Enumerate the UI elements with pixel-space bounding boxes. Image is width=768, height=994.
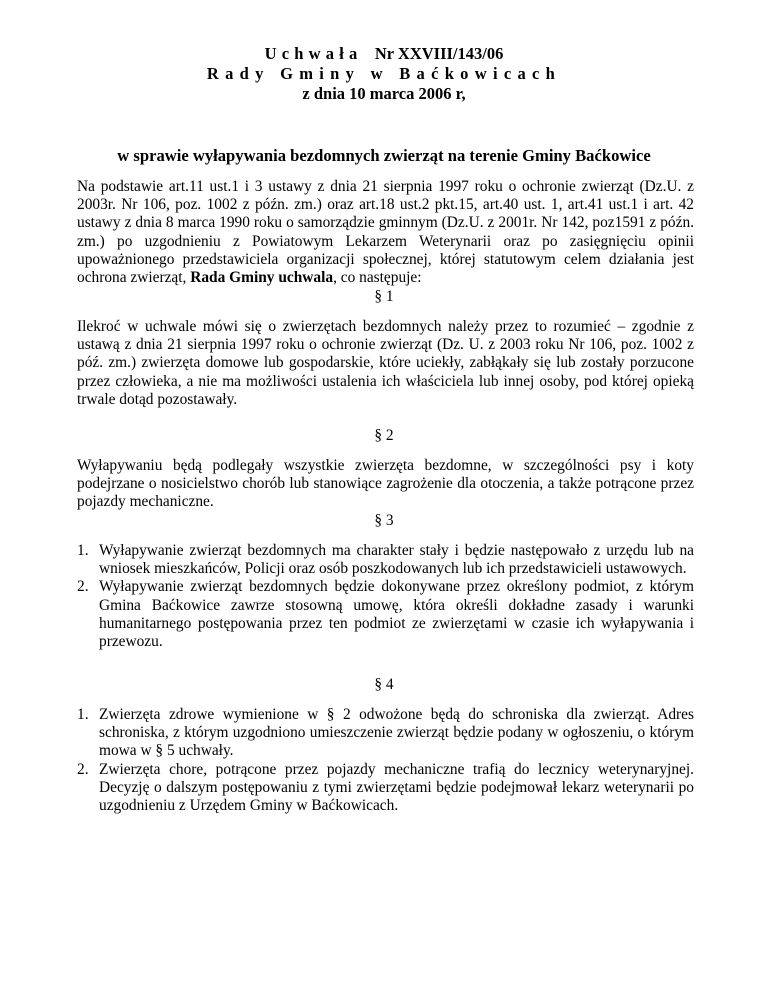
section-4-heading: § 4 (374, 676, 394, 693)
resolution-word: Uchwała (264, 44, 363, 63)
resolution-date: z dnia 10 marca 2006 r, (302, 84, 466, 103)
list-item: 1. Wyłapywanie zwierząt bezdomnych ma charakter stały i będzie następowało z urzędu lub na wniosek mieszkańców, Policji oraz osób poszkodowanych lub ich przedstawicieli ustawowych. (77, 542, 694, 578)
section-3-list (77, 542, 694, 651)
list-item: 2. Wyłapywanie zwierząt bezdomnych będzie dokonywane przez określony podmiot, z którym Gmina Baćkowice zawrze stosowną umowę, która określi dokładne zasady i warunki humanitarnego postępowania przez ten podmiot ze zwierzętami w czasie ich wyłapywania i przewozu. (77, 578, 694, 651)
section-1-heading: § 1 (374, 288, 394, 305)
council-name: Rady Gminy w Baćkowicach (206, 64, 562, 83)
resolution-number: Nr XXVIII/143/06 (374, 44, 504, 63)
section-2-text: Wyłapywaniu będą podlegały wszystkie zwierzęta bezdomne, w szczególności psy i koty podejrzane o nosicielstwo chorób lub stanowiące zagrożenie dla otoczenia, a także potrącone przez pojazdy mechaniczne. (77, 457, 694, 511)
list-item: 1. Zwierzęta zdrowe wymienione w § 2 odwożone będą do schroniska dla zwierząt. Adres schroniska, z którym uzgodniono umieszczenie zwierząt będzie podany w ogłoszeniu, o którym mowa w § 5 uchwały. (77, 706, 694, 760)
preamble: Na podstawie art.11 ust.1 i 3 ustawy z dnia 21 sierpnia 1997 roku o ochronie zwierząt (Dz.U. z 2003r. Nr 106, poz. 1002 z późn. zm.) oraz art.18 ust.2 pkt.15, art.40 ust. 1, art.41 ust.1 i art. 42 ustawy z dnia 8 marca 1990 roku o samorządzie gminnym (Dz.U. z 2001r. Nr 142, poz1591 z późn. zm.) po uzgodnieniu z Powiatowym Lekarzem Weterynarii oraz po zasięgnięciu opinii upoważnionego przedstawiciela organizacji społecznej, której statutowym celem działania jest ochrona zwierząt, Rada Gminy uchwala, co następuje: (77, 178, 694, 287)
section-2-heading: § 2 (374, 427, 394, 444)
section-4-list (77, 706, 694, 815)
resolution-title-line (0, 44, 768, 64)
preamble-bold: Rada Gminy uchwala (190, 269, 334, 287)
section-3-heading: § 3 (374, 512, 394, 529)
list-item: 2. Zwierzęta chore, potrącone przez pojazdy mechaniczne trafią do lecznicy weterynaryjnej. Decyzję o dalszym postępowaniu z tymi zwierzętami będzie podejmował lekarz weterynarii po uzgodnieniu z Urzędem Gminy w Baćkowicach. (77, 760, 694, 815)
section-1-text: Ilekroć w uchwale mówi się o zwierzętach bezdomnych należy przez to rozumieć – zgodnie z ustawą z dnia 21 sierpnia 1997 roku o ochronie zwierząt (Dz. U. z 2003 roku Nr 106, poz. 1002 z póź. zm.) zwierzęta domowe lub gospodarskie, które uciekły, zabłąkały się lub zostały porzucone przez człowieka, a nie ma możliwości ustalenia ich właściciela lub innej osoby, pod której opieką trwale dotąd pozostawały. (77, 318, 694, 408)
resolution-subject: w sprawie wyłapywania bezdomnych zwierząt na terenie Gminy Baćkowice (117, 146, 651, 165)
